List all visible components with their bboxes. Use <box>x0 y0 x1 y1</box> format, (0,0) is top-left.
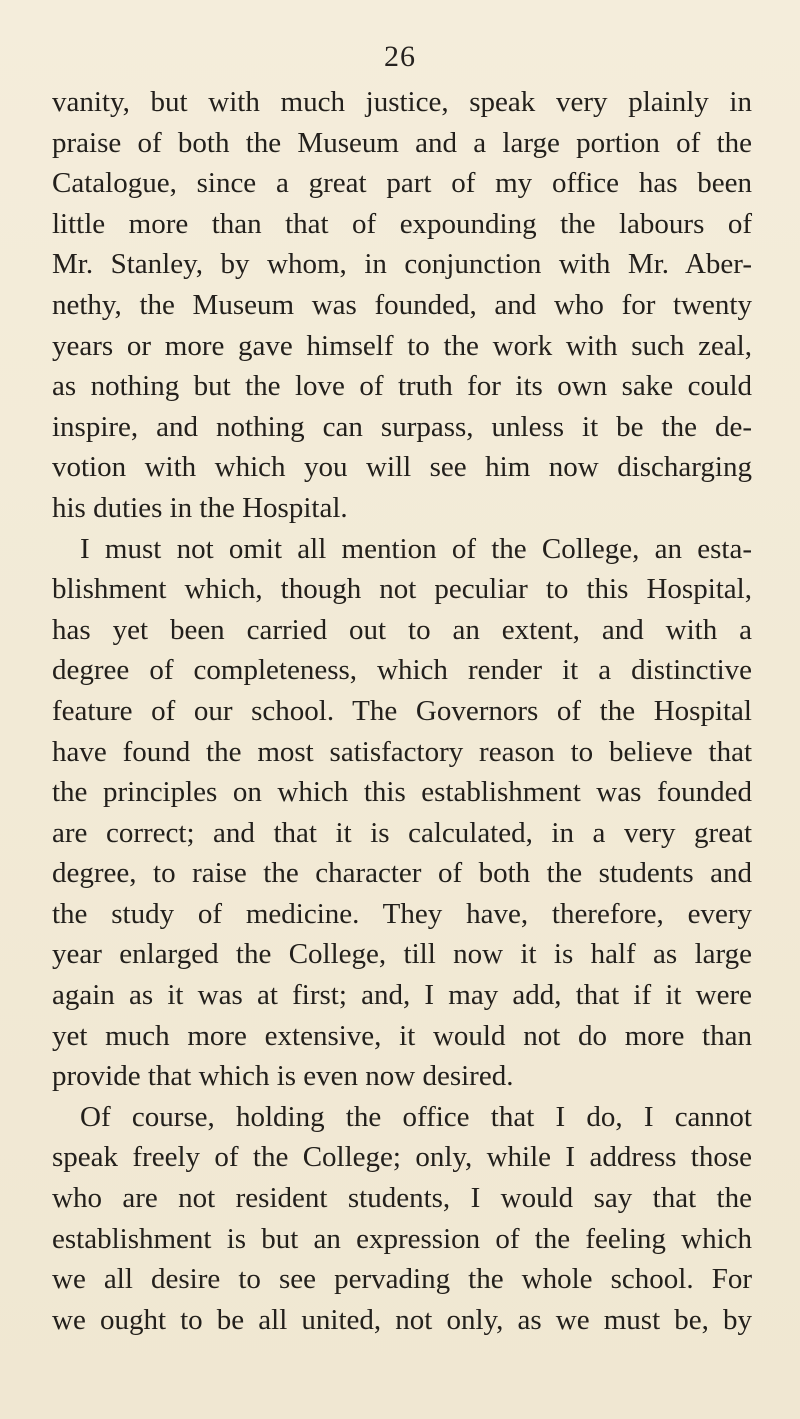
text-line: nethy, the Museum was founded, and who for twenty <box>52 288 752 321</box>
text-line: Mr. Stanley, by whom, in conjunction with Mr. Aber- <box>52 248 752 281</box>
text-line: Catalogue, since a great part of my office has been <box>52 167 752 200</box>
text-line: degree of completeness, which render it a distinctive <box>52 654 752 687</box>
text-line: inspire, and nothing can surpass, unless it be the de- <box>52 410 752 443</box>
text-line: speak freely of the College; only, while I address those <box>52 1141 752 1174</box>
text-line: has yet been carried out to an extent, and with a <box>52 613 752 646</box>
text-line: votion with which you will see him now discharging <box>52 451 752 484</box>
text-line: Of course, holding the office that I do, I cannot <box>80 1100 752 1133</box>
text-line: little more than that of expounding the labours of <box>52 207 752 240</box>
text-line: blishment which, though not peculiar to this Hospital, <box>52 573 752 606</box>
text-line: year enlarged the College, till now it is half as large <box>52 938 752 971</box>
text-line: degree, to raise the character of both the students and <box>52 857 752 890</box>
text-line: have found the most satisfactory reason to believe that <box>52 735 752 768</box>
page-number: 26 <box>384 40 416 73</box>
text-line: provide that which is even now desired. <box>52 1060 514 1093</box>
text-line: yet much more extensive, it would not do more than <box>52 1019 752 1052</box>
text-line: the study of medicine. They have, therefore, every <box>52 897 752 930</box>
text-line: years or more gave himself to the work with such zeal, <box>52 329 752 362</box>
body-text <box>52 82 752 1340</box>
text-line: praise of both the Museum and a large portion of the <box>52 126 752 159</box>
text-line: we ought to be all united, not only, as we must be, by <box>52 1303 752 1336</box>
text-line: his duties in the Hospital. <box>52 491 348 524</box>
text-line: the principles on which this establishment was founded <box>52 776 752 809</box>
text-line: I must not omit all mention of the College, an esta- <box>80 532 752 565</box>
text-line: vanity, but with much justice, speak very plainly in <box>52 86 752 118</box>
text-line: feature of our school. The Governors of the Hospital <box>52 694 752 727</box>
text-line: are correct; and that it is calculated, in a very great <box>52 816 752 849</box>
text-line: again as it was at first; and, I may add, that if it were <box>52 979 752 1012</box>
text-line: who are not resident students, I would say that the <box>52 1182 752 1215</box>
text-line: as nothing but the love of truth for its own sake could <box>52 370 752 403</box>
text-line: establishment is but an expression of the feeling which <box>52 1222 752 1255</box>
text-line: we all desire to see pervading the whole school. For <box>52 1263 752 1296</box>
